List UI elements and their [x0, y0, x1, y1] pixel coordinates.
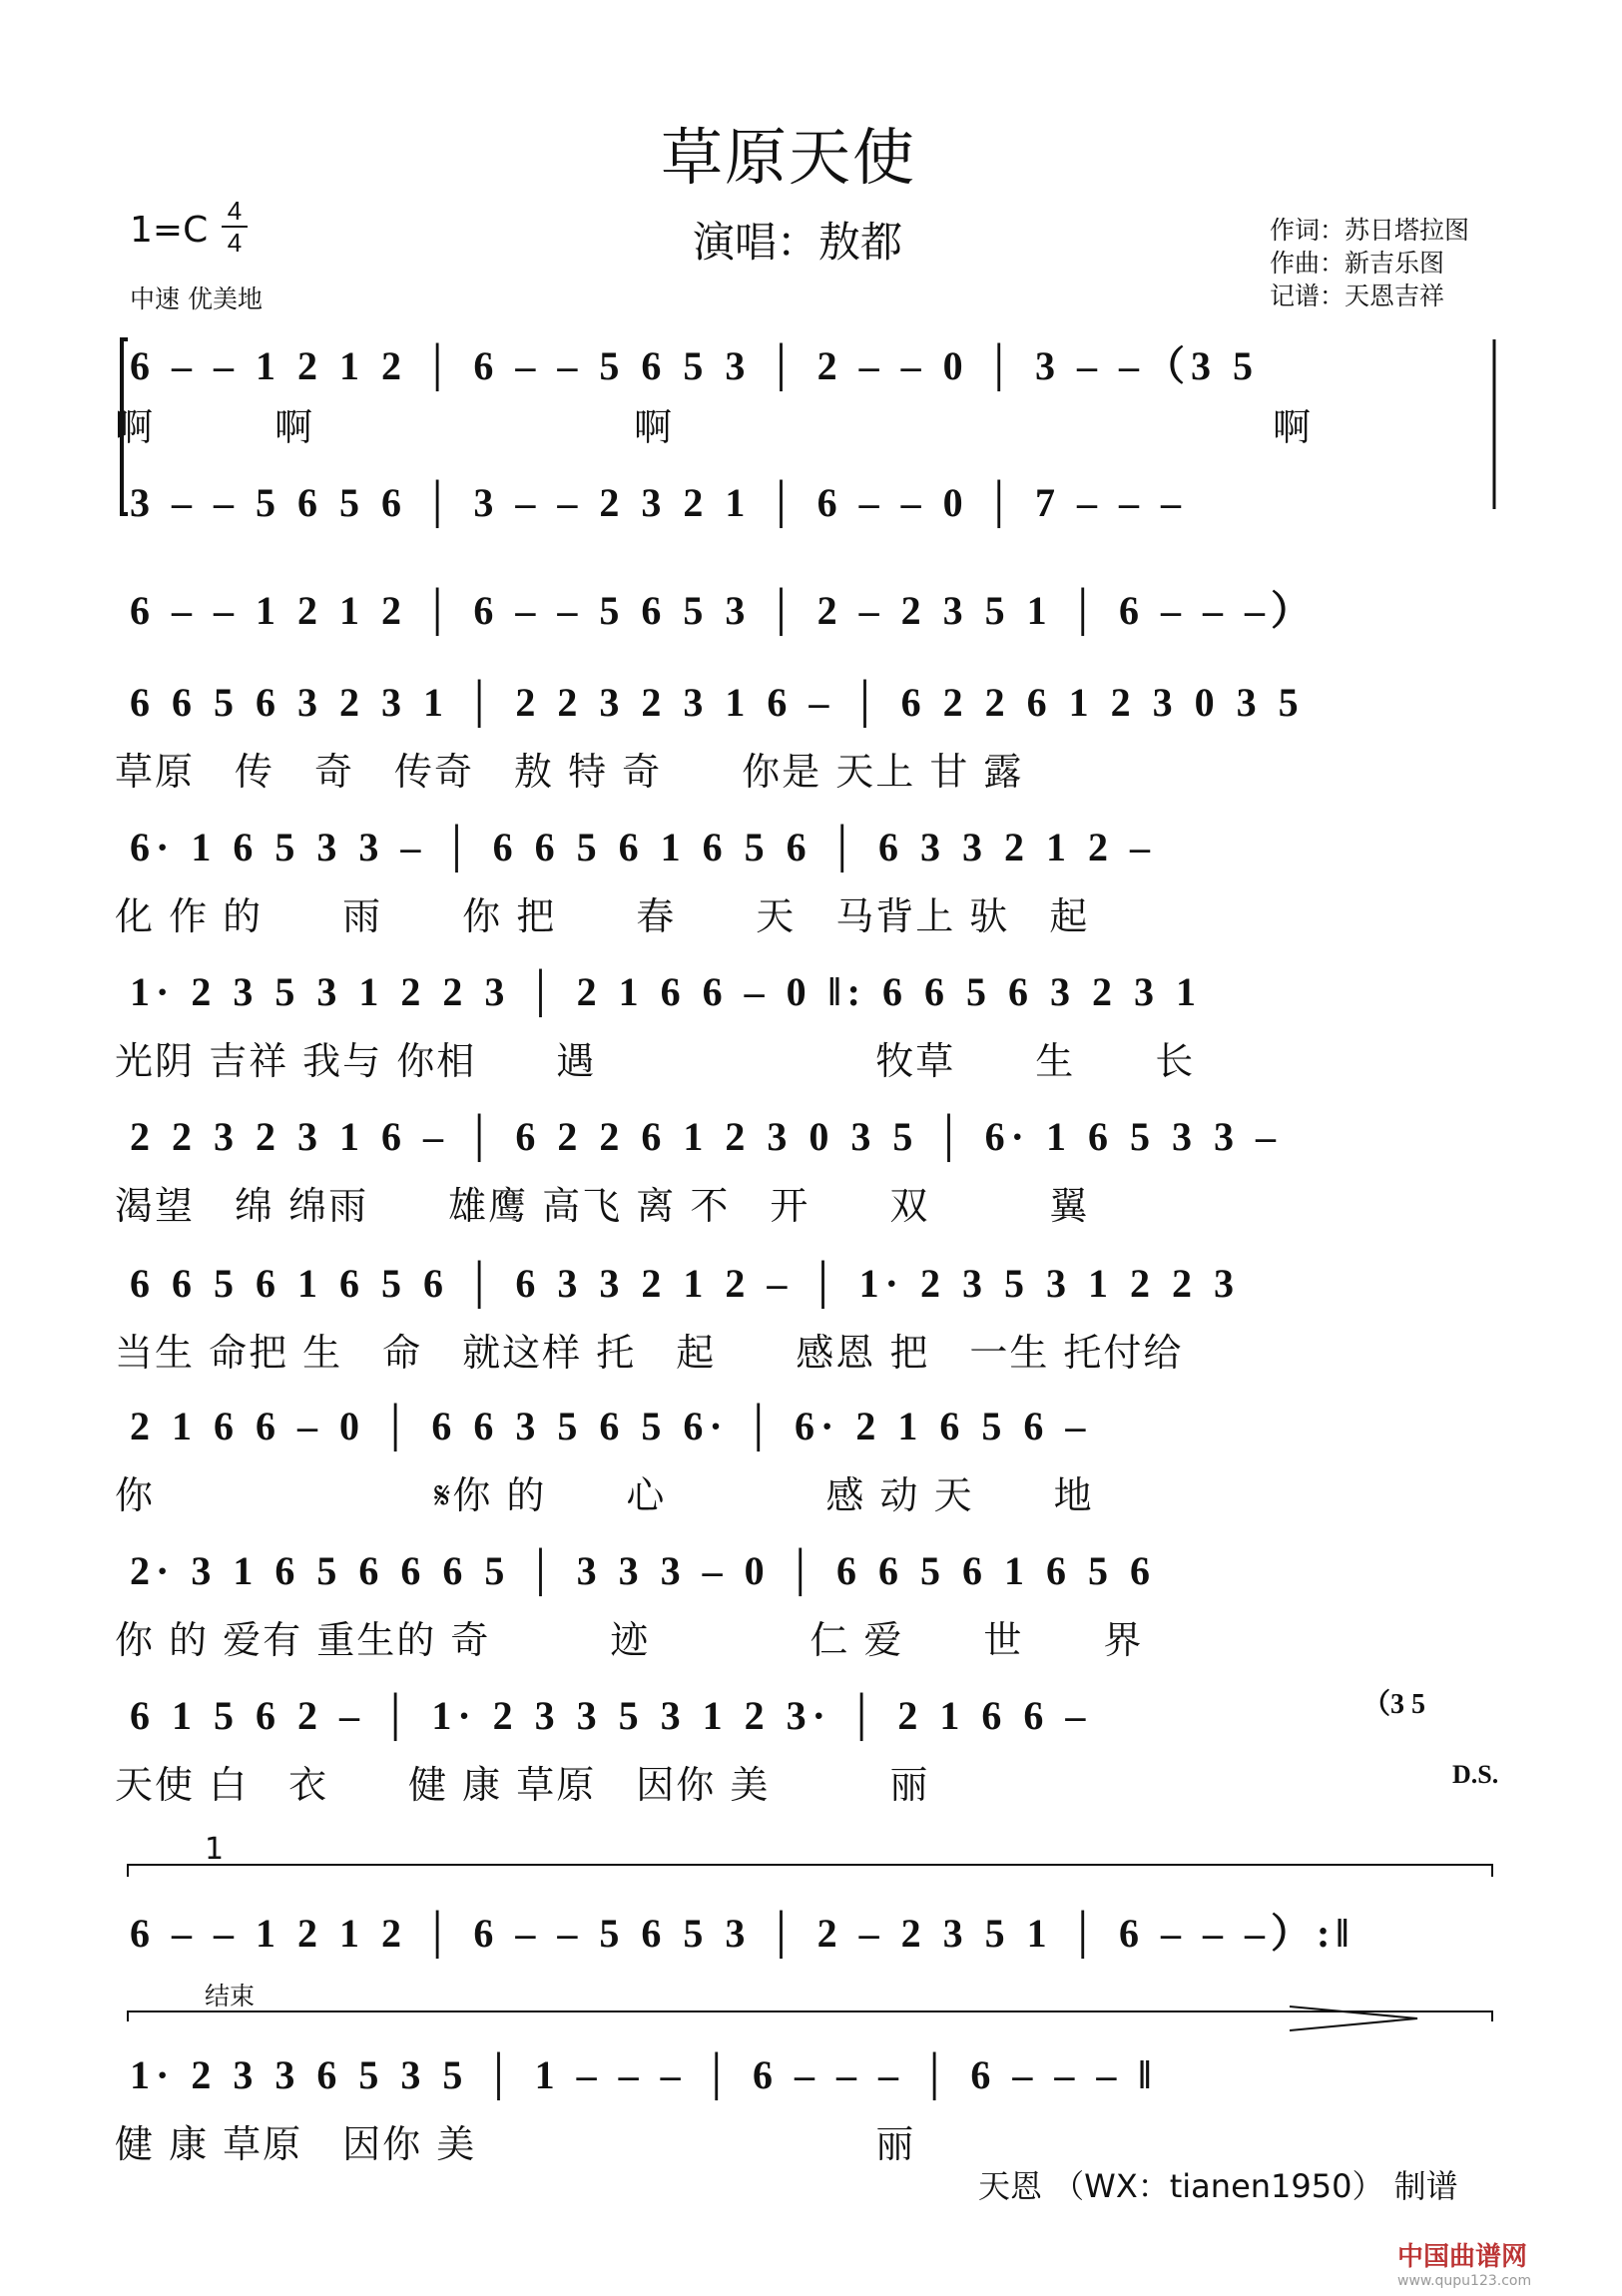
volta-1-label: 1 — [205, 1832, 225, 1867]
lyricist-credit: 作词：苏日塔拉图 — [1270, 216, 1470, 245]
notation-row-1: 6 – – 1 2 1 2 │ 6 – – 5 6 5 3 │ 2 – – 0 │ 3 – –（3 5 — [130, 343, 1260, 388]
lyrics-row-10: 你 的 爱有 重生的 奇 迹 仁 爱 世 界 — [115, 1618, 1144, 1662]
composer-credit: 作曲：新吉乐图 — [1270, 249, 1445, 278]
ending-label: 结束 — [205, 1982, 256, 2010]
tempo-marking: 中速 优美地 — [130, 285, 263, 313]
notation-row-8: 6 6 5 6 1 6 5 6 │ 6 3 3 2 1 2 – │ 1· 2 3 5 3 1 2 2 3 — [130, 1261, 1241, 1306]
lyrics-row-7: 渴望 绵 绵雨 雄鹰 高飞 离 不 开 双 翼 — [115, 1184, 1090, 1228]
notation-row-13: 1· 2 3 3 6 5 3 5 │ 1 – – – │ 6 – – – │ 6 – – – ‖ — [130, 2052, 1158, 2097]
notation-row-7: 2 2 3 2 3 1 6 – │ 6 2 2 6 1 2 3 0 3 5 │ 6· 1 6 5 3 3 – — [130, 1114, 1283, 1159]
system-brace — [122, 339, 128, 514]
time-numerator: 4 — [227, 196, 243, 226]
watermark-url: www.qupu123.com — [1397, 2273, 1532, 2289]
volta-bracket — [128, 1865, 1492, 1877]
watermark-name: 中国曲谱网 — [1397, 2242, 1528, 2272]
decrescendo-mark — [1290, 2007, 1417, 2030]
ending-bracket — [128, 2011, 1492, 2021]
singer-credit: 演唱：敖都 — [693, 218, 903, 267]
lyrics-row-1: 啊 啊 啊 啊 — [115, 405, 1314, 449]
notation-row-2: 3 – – 5 6 5 6 │ 3 – – 2 3 2 1 │ 6 – – 0 │ 7 – – – — [130, 480, 1188, 525]
ds-pickup-notes: （3 5 — [1362, 1689, 1426, 1720]
notation-row-5: 6· 1 6 5 3 3 – │ 6 6 5 6 1 6 5 6 │ 6 3 3 2 1 2 – — [130, 825, 1157, 869]
notation-row-11: 6 1 5 6 2 – │ 1· 2 3 3 5 3 1 2 3· │ 2 1 6 6 – — [130, 1693, 1092, 1738]
lyrics-row-5: 化 作 的 雨 你 把 春 天 马背上 驮 起 — [115, 894, 1090, 938]
ds-marking: D.S. — [1452, 1760, 1499, 1789]
lyrics-row-9: 你 𝄋你 的 心 感 动 天 地 — [115, 1473, 1094, 1517]
lyrics-row-8: 当生 命把 生 命 就这样 托 起 感恩 把 一生 托付给 — [115, 1331, 1184, 1375]
lyrics-row-11: 天使 白 衣 健 康 草原 因你 美 丽 — [115, 1763, 930, 1807]
maker-credit: 天恩 （WX：tianen1950） 制谱 — [978, 2167, 1458, 2205]
notation-row-6: 1· 2 3 5 3 1 2 2 3 │ 2 1 6 6 – 0 ‖: 6 6 5 6 3 2 3 1 — [130, 969, 1202, 1014]
notation-row-12: 6 – – 1 2 1 2 │ 6 – – 5 6 5 3 │ 2 – 2 3 5 1 │ 6 – – –）:‖ — [130, 1911, 1355, 1956]
notation-row-3: 6 – – 1 2 1 2 │ 6 – – 5 6 5 3 │ 2 – 2 3 5 1 │ 6 – – –） — [130, 588, 1318, 633]
notation-row-4: 6 6 5 6 3 2 3 1 │ 2 2 3 2 3 1 6 – │ 6 2 2 6 1 2 3 0 3 5 — [130, 680, 1305, 725]
lyrics-row-13: 健 康 草原 因你 美 丽 — [115, 2122, 916, 2166]
key-label: 1=C — [130, 210, 209, 251]
lyrics-row-6: 光阴 吉祥 我与 你相 遇 牧草 生 长 — [115, 1039, 1196, 1083]
lyrics-row-4: 草原 传 奇 传奇 敖 特 奇 你是 天上 甘 露 — [115, 750, 1024, 794]
transcriber-credit: 记谱：天恩吉祥 — [1270, 282, 1445, 310]
song-title: 草原天使 — [661, 121, 917, 194]
notation-row-10: 2· 3 1 6 5 6 6 6 5 │ 3 3 3 – 0 │ 6 6 5 6 1 6 5 6 — [130, 1548, 1157, 1593]
notation-row-9: 2 1 6 6 – 0 │ 6 6 3 5 6 5 6· │ 6· 2 1 6 5 6 – — [130, 1404, 1092, 1448]
time-denominator: 4 — [227, 228, 243, 258]
